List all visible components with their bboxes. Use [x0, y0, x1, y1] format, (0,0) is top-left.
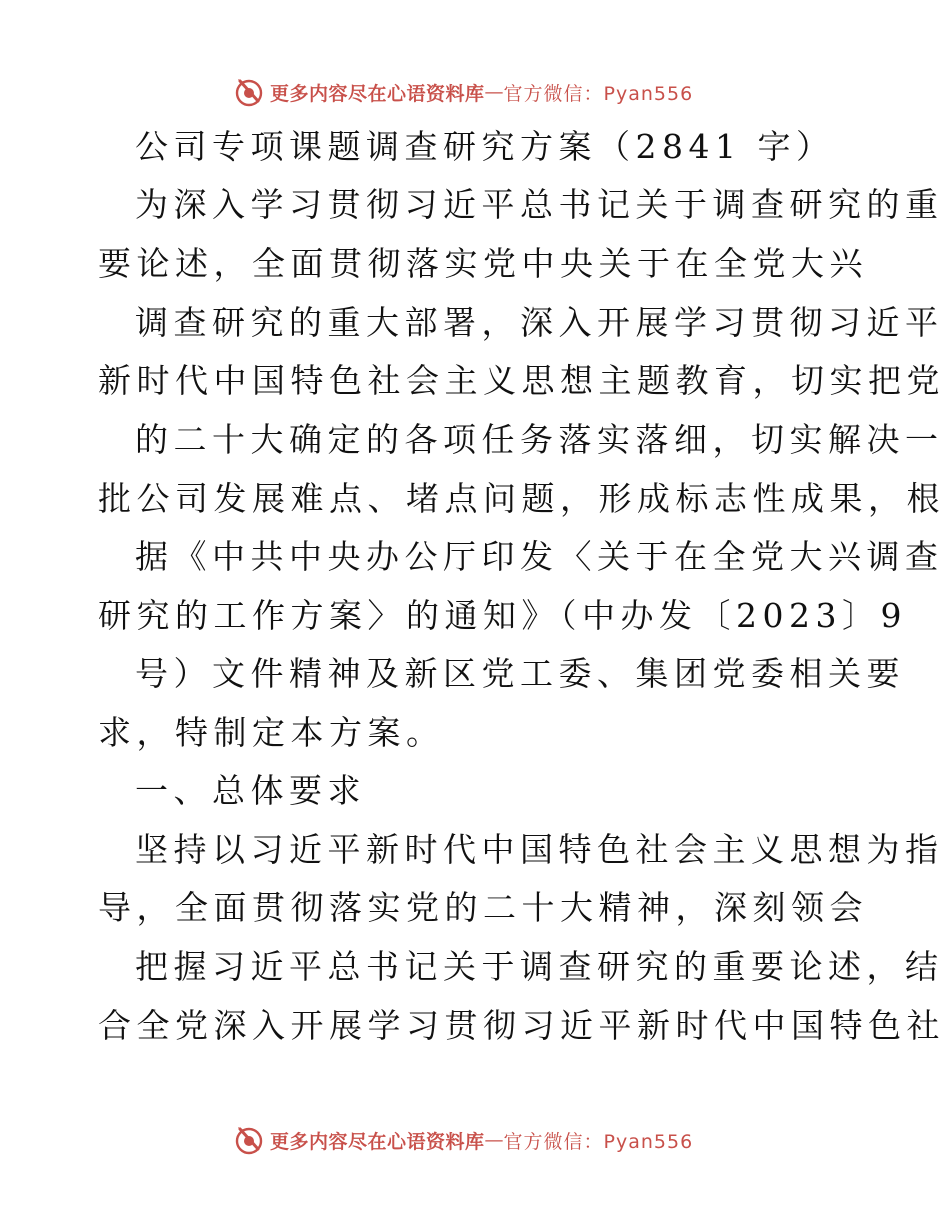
paragraph-line: 坚持以习近平新时代中国特色社会主义思想为指 — [135, 830, 944, 869]
paragraph-line: 调查研究的重大部署，深入开展学习贯彻习近平 — [135, 303, 944, 342]
section-heading: 一、总体要求 — [135, 771, 366, 810]
banner-wechat-text: 官方微信：Pyan556 — [503, 1130, 694, 1153]
footer-banner — [0, 1120, 950, 1160]
paragraph-line: 合全党深入开展学习贯彻习近平新时代中国特色社 — [98, 1006, 945, 1045]
quill-seal-icon — [232, 1123, 266, 1157]
banner-site-text: 更多内容尽在心语资料库 — [270, 1130, 485, 1153]
quill-seal-icon — [232, 75, 266, 109]
banner-separator: — — [484, 81, 504, 103]
paragraph-line: 求，特制定本方案。 — [98, 713, 445, 752]
paragraph-line: 的二十大确定的各项任务落实落细，切实解决一 — [135, 420, 944, 459]
paragraph-line: 把握习近平总书记关于调查研究的重要论述，结 — [135, 947, 944, 986]
document-title: 公司专项课题调查研究方案（2841 字） — [135, 127, 835, 166]
banner-site-text: 更多内容尽在心语资料库 — [270, 82, 485, 105]
paragraph-line: 据《中共中央办公厅印发〈关于在全党大兴调查 — [135, 537, 944, 576]
paragraph-line: 导，全面贯彻落实党的二十大精神，深刻领会 — [98, 888, 868, 927]
paragraph-line: 号）文件精神及新区党工委、集团党委相关要 — [135, 654, 905, 693]
banner-wechat-text: 官方微信：Pyan556 — [503, 82, 694, 105]
banner-content — [232, 1120, 693, 1160]
paragraph-line: 批公司发展难点、堵点问题，形成标志性成果，根 — [98, 479, 945, 518]
banner-content — [232, 72, 693, 112]
banner-separator: — — [484, 1129, 504, 1151]
paragraph-line: 研究的工作方案〉的通知》（中办发〔2023〕9 — [98, 596, 907, 635]
header-banner — [0, 72, 950, 112]
paragraph-line: 要论述，全面贯彻落实党中央关于在全党大兴 — [98, 244, 868, 283]
paragraph-line: 新时代中国特色社会主义思想主题教育，切实把党 — [98, 361, 945, 400]
paragraph-line: 为深入学习贯彻习近平总书记关于调查研究的重 — [135, 185, 944, 224]
